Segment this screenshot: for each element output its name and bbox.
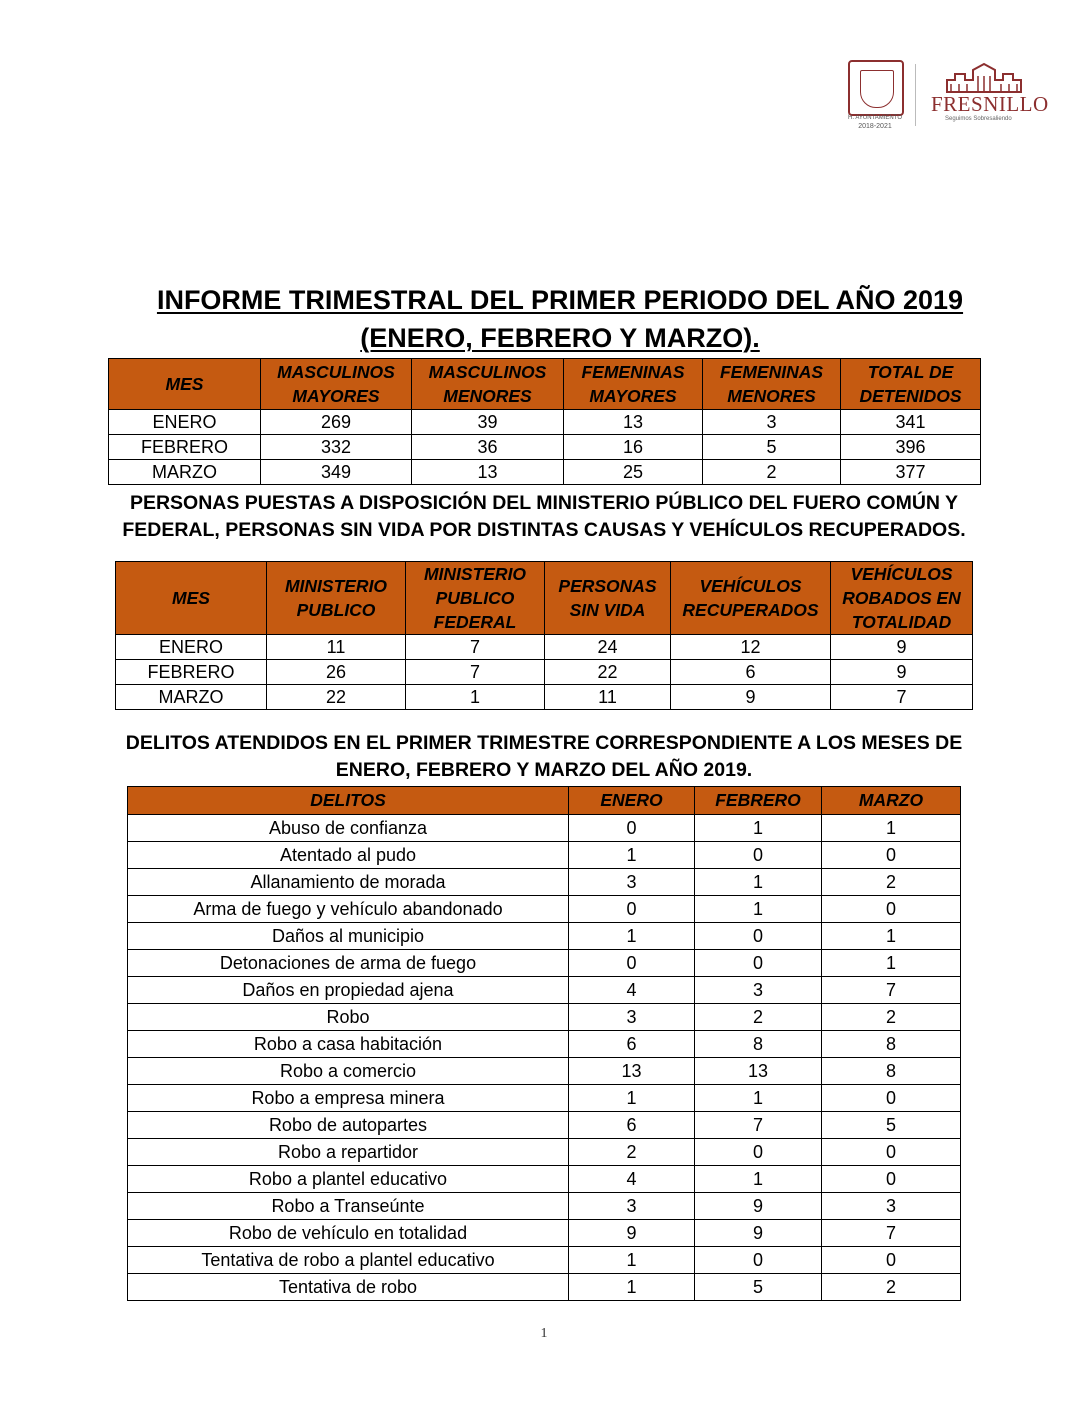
table-cell: 0 <box>695 1247 822 1274</box>
table-cell: 2 <box>822 1004 961 1031</box>
table-cell: 11 <box>545 685 671 710</box>
table-cell: Robo a casa habitación <box>128 1031 569 1058</box>
table-cell: 13 <box>564 410 703 435</box>
table-cell: 13 <box>695 1058 822 1085</box>
table-cell: 1 <box>569 842 695 869</box>
table-cell: MARZO <box>109 460 261 485</box>
table-cell: Abuso de confianza <box>128 815 569 842</box>
table-row <box>128 1193 961 1220</box>
table-row <box>128 950 961 977</box>
table-cell: Robo <box>128 1004 569 1031</box>
column-header: FEMENINAS MENORES <box>703 359 841 410</box>
table-cell: FEBRERO <box>109 435 261 460</box>
table-row <box>128 1031 961 1058</box>
table-row <box>128 1004 961 1031</box>
table-cell: 7 <box>822 977 961 1004</box>
table-cell: 1 <box>695 815 822 842</box>
table-cell: 7 <box>695 1112 822 1139</box>
table-row <box>128 1166 961 1193</box>
table-cell: 39 <box>412 410 564 435</box>
table-cell: 6 <box>671 660 831 685</box>
table-cell: Tentativa de robo <box>128 1274 569 1301</box>
table-cell: 4 <box>569 977 695 1004</box>
table-row <box>128 1274 961 1301</box>
table-cell: 5 <box>695 1274 822 1301</box>
table-cell: 0 <box>822 1139 961 1166</box>
column-header: DELITOS <box>128 787 569 815</box>
table-cell: 12 <box>671 635 831 660</box>
table-cell: 3 <box>569 1004 695 1031</box>
table-cell: FEBRERO <box>116 660 267 685</box>
table-cell: 16 <box>564 435 703 460</box>
column-header: VEHÍCULOS RECUPERADOS <box>671 562 831 635</box>
table-cell: 3 <box>822 1193 961 1220</box>
table-cell: 4 <box>569 1166 695 1193</box>
table-cell: Arma de fuego y vehículo abandonado <box>128 896 569 923</box>
table-cell: 0 <box>822 1166 961 1193</box>
table-cell: Detonaciones de arma de fuego <box>128 950 569 977</box>
page-number: 1 <box>540 1326 548 1341</box>
table-row <box>128 842 961 869</box>
table-cell: 396 <box>841 435 981 460</box>
table-cell: 1 <box>695 896 822 923</box>
municipal-seal-icon <box>848 60 904 116</box>
table-row <box>128 1112 961 1139</box>
table-cell: 5 <box>703 435 841 460</box>
table-cell: 36 <box>412 435 564 460</box>
brand-subtitle: Seguimos Sobresaliendo <box>945 116 1012 122</box>
table-cell: 0 <box>695 950 822 977</box>
section2-title-line1: PERSONAS PUESTAS A DISPOSICIÓN DEL MINISTERIO PÚBLICO DEL FUERO COMÚN Y <box>129 492 959 514</box>
table-row <box>109 460 981 485</box>
report-title-line2: (ENERO, FEBRERO Y MARZO). <box>360 323 760 353</box>
table-cell: Robo a repartidor <box>128 1139 569 1166</box>
table-cell: 2 <box>569 1139 695 1166</box>
table-cell: 25 <box>564 460 703 485</box>
table-cell: 2 <box>822 1274 961 1301</box>
column-header: FEMENINAS MAYORES <box>564 359 703 410</box>
table-cell: 3 <box>703 410 841 435</box>
table-cell: 9 <box>569 1220 695 1247</box>
table-cell: 269 <box>261 410 412 435</box>
table-row <box>128 1247 961 1274</box>
table-cell: 7 <box>822 1220 961 1247</box>
table-row <box>116 635 973 660</box>
table-cell: Tentativa de robo a plantel educativo <box>128 1247 569 1274</box>
table-cell: 8 <box>822 1031 961 1058</box>
table-cell: 3 <box>569 869 695 896</box>
table-cell: Daños al municipio <box>128 923 569 950</box>
table-cell: 1 <box>822 923 961 950</box>
table-row <box>128 1058 961 1085</box>
table-cell: 1 <box>406 685 545 710</box>
section3-title-line1: DELITOS ATENDIDOS EN EL PRIMER TRIMESTRE CORRESPONDIENTE A LOS MESES DE <box>125 732 963 754</box>
column-header: FEBRERO <box>695 787 822 815</box>
section3-title-line2: ENERO, FEBRERO Y MARZO DEL AÑO 2019. <box>335 759 753 781</box>
table-cell: 0 <box>695 1139 822 1166</box>
column-header: TOTAL DE DETENIDOS <box>841 359 981 410</box>
column-header: MARZO <box>822 787 961 815</box>
table-cell: 9 <box>831 635 973 660</box>
logo-divider <box>915 64 916 126</box>
table-cell: 3 <box>695 977 822 1004</box>
table-cell: ENERO <box>116 635 267 660</box>
table-cell: 6 <box>569 1031 695 1058</box>
table-cell: 0 <box>695 923 822 950</box>
table-cell: 0 <box>569 896 695 923</box>
table-row <box>128 869 961 896</box>
table-row <box>128 1085 961 1112</box>
column-header: MES <box>109 359 261 410</box>
column-header: VEHÍCULOS ROBADOS EN TOTALIDAD <box>831 562 973 635</box>
column-header: MINISTERIO PUBLICO <box>267 562 406 635</box>
table-cell: 8 <box>695 1031 822 1058</box>
table-cell: 341 <box>841 410 981 435</box>
table-header-row <box>116 562 973 635</box>
detainees-table <box>108 358 981 485</box>
table-cell: 1 <box>569 1085 695 1112</box>
column-header: MASCULINOS MAYORES <box>261 359 412 410</box>
table-cell: Atentado al pudo <box>128 842 569 869</box>
table-cell: 0 <box>569 950 695 977</box>
table-row <box>128 1220 961 1247</box>
brand-name: FRESNILLO <box>931 92 1049 116</box>
table-cell: 332 <box>261 435 412 460</box>
table-cell: Robo a comercio <box>128 1058 569 1085</box>
table-cell: 26 <box>267 660 406 685</box>
table-cell: 3 <box>569 1193 695 1220</box>
delitos-table-body <box>128 815 961 1301</box>
table-cell: 5 <box>822 1112 961 1139</box>
table-cell: 0 <box>569 815 695 842</box>
table-cell: 7 <box>831 685 973 710</box>
seal-caption-2: 2018-2021 <box>858 123 892 130</box>
table-cell: 0 <box>822 1085 961 1112</box>
table-cell: 0 <box>822 896 961 923</box>
table-cell: 7 <box>406 660 545 685</box>
table-cell: 2 <box>703 460 841 485</box>
header-logos <box>845 60 1050 130</box>
table-cell: Robo a plantel educativo <box>128 1166 569 1193</box>
table-cell: 0 <box>822 1247 961 1274</box>
table-cell: Allanamiento de morada <box>128 869 569 896</box>
table-cell: 9 <box>695 1193 822 1220</box>
table-cell: 377 <box>841 460 981 485</box>
ministerio-publico-table <box>115 561 973 710</box>
table-cell: 11 <box>267 635 406 660</box>
table-cell: 2 <box>695 1004 822 1031</box>
table-cell: 9 <box>831 660 973 685</box>
table-row <box>128 923 961 950</box>
column-header: MINISTERIO PUBLICO FEDERAL <box>406 562 545 635</box>
table-row <box>128 815 961 842</box>
table-row <box>128 977 961 1004</box>
table-cell: 1 <box>569 1247 695 1274</box>
table-cell: 7 <box>406 635 545 660</box>
table-cell: 1 <box>569 923 695 950</box>
table-cell: 0 <box>822 842 961 869</box>
table-row <box>109 410 981 435</box>
table-header-row <box>109 359 981 410</box>
table-cell: Robo de autopartes <box>128 1112 569 1139</box>
table-cell: 8 <box>822 1058 961 1085</box>
table-row <box>116 660 973 685</box>
table-cell: Robo de vehículo en totalidad <box>128 1220 569 1247</box>
table-cell: 0 <box>695 842 822 869</box>
table-cell: 2 <box>822 869 961 896</box>
table-row <box>116 685 973 710</box>
table-cell: MARZO <box>116 685 267 710</box>
table-cell: 9 <box>671 685 831 710</box>
table-cell: 22 <box>545 660 671 685</box>
table-cell: 13 <box>412 460 564 485</box>
section2-title-line2: FEDERAL, PERSONAS SIN VIDA POR DISTINTAS CAUSAS Y VEHÍCULOS RECUPERADOS. <box>122 519 966 541</box>
report-title-line1: INFORME TRIMESTRAL DEL PRIMER PERIODO DEL AÑO 2019 <box>156 285 964 315</box>
table-row <box>109 435 981 460</box>
column-header: MASCULINOS MENORES <box>412 359 564 410</box>
table-row <box>128 1139 961 1166</box>
table-cell: 9 <box>695 1220 822 1247</box>
column-header: PERSONAS SIN VIDA <box>545 562 671 635</box>
table-cell: 13 <box>569 1058 695 1085</box>
table-cell: Robo a empresa minera <box>128 1085 569 1112</box>
table-cell: Robo a Transeúnte <box>128 1193 569 1220</box>
table-cell: 24 <box>545 635 671 660</box>
table-cell: 1 <box>822 950 961 977</box>
table-header-row <box>128 787 961 815</box>
table-cell: 22 <box>267 685 406 710</box>
table-cell: ENERO <box>109 410 261 435</box>
table-cell: Daños en propiedad ajena <box>128 977 569 1004</box>
table-cell: 6 <box>569 1112 695 1139</box>
table-cell: 1 <box>695 1166 822 1193</box>
table-cell: 1 <box>695 869 822 896</box>
column-header: MES <box>116 562 267 635</box>
table-cell: 1 <box>569 1274 695 1301</box>
delitos-table <box>127 786 961 1301</box>
table-cell: 1 <box>822 815 961 842</box>
table-cell: 1 <box>695 1085 822 1112</box>
column-header: ENERO <box>569 787 695 815</box>
seal-caption-1: H. AYUNTAMIENTO <box>847 115 902 121</box>
table-cell: 349 <box>261 460 412 485</box>
building-icon <box>945 62 1023 94</box>
table-row <box>128 896 961 923</box>
